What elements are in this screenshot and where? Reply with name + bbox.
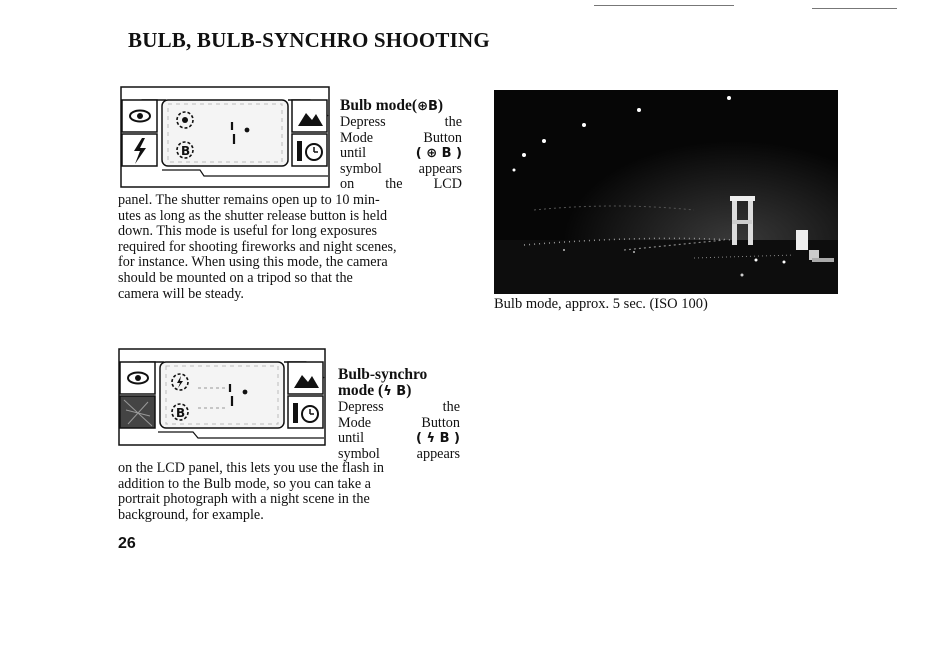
bulb-synchro-line: until ( ϟ B ) bbox=[338, 430, 460, 447]
bulb-line: Depress the bbox=[340, 114, 462, 130]
night-scene-photo bbox=[494, 90, 838, 294]
bulb-synchro-line: Mode Button bbox=[338, 414, 460, 431]
lcd-panel-bulb-illustration bbox=[120, 86, 332, 190]
bulb-body-line: for instance. When using this mode, the camera bbox=[118, 254, 388, 271]
bulb-line: on the LCD bbox=[340, 176, 462, 193]
bulb-synchro-heading-line2 bbox=[338, 383, 460, 400]
night-scene-image bbox=[494, 90, 838, 294]
bulb-body-line: should be mounted on a tripod so that the bbox=[118, 269, 353, 286]
bulb-synchro-line: Depress the bbox=[338, 399, 460, 415]
bulb-synchro-heading-line1: Bulb-synchro bbox=[338, 366, 428, 383]
bulb-body-line: required for shooting fireworks and night scenes, bbox=[118, 238, 397, 255]
bulb-body-line: camera will be steady. bbox=[118, 285, 244, 302]
header-rule-right bbox=[812, 8, 897, 9]
page-number: 26 bbox=[118, 535, 136, 552]
lcd-panel-bulb-synchro-illustration bbox=[118, 348, 328, 452]
bulb-body-line: down. This mode is useful for long exposures bbox=[118, 223, 378, 240]
bulb-body-line: utes as long as the shutter release button is held bbox=[118, 207, 388, 224]
bulb-heading-text: Bulb mode( bbox=[340, 97, 418, 114]
bulb-synchro-body-line: portrait photograph with a night scene in the bbox=[118, 491, 370, 508]
photo-caption: Bulb mode, approx. 5 sec. (ISO 100) bbox=[494, 296, 708, 312]
bulb-mode-body bbox=[118, 193, 463, 302]
bulb-symbol-icon: ⊕B bbox=[417, 99, 438, 114]
bulb-synchro-heading-text: mode ( bbox=[338, 382, 384, 399]
bulb-synchro-body-line: on the LCD panel, this lets you use the flash in bbox=[118, 460, 384, 476]
bulb-synchro-intro bbox=[338, 367, 460, 462]
bulb-synchro-body-line: addition to the Bulb mode, so you can take a bbox=[118, 475, 371, 492]
bulb-heading-close: ) bbox=[437, 97, 444, 114]
bulb-line: symbol appears bbox=[340, 160, 462, 177]
bulb-synchro-body-line: background, for example. bbox=[118, 506, 264, 523]
bulb-mode-heading bbox=[340, 98, 462, 115]
header-rule-left bbox=[594, 5, 734, 6]
bulb-synchro-heading-close: ) bbox=[406, 382, 412, 399]
bulb-mode-intro bbox=[340, 98, 462, 193]
bulb-body-line: panel. The shutter remains open up to 10 min- bbox=[118, 192, 380, 208]
svg-text:B: B bbox=[181, 144, 191, 158]
page-title: BULB, BULB-SYNCHRO SHOOTING bbox=[128, 28, 490, 52]
bulb-line: Mode Button bbox=[340, 129, 462, 146]
flash-bulb-symbol-icon: ϟ B bbox=[383, 384, 407, 399]
bulb-synchro-line: symbol appears bbox=[338, 445, 460, 462]
bulb-synchro-body bbox=[118, 461, 463, 523]
svg-text:B: B bbox=[176, 406, 186, 420]
bulb-line: until ( ⊕ B ) bbox=[340, 145, 462, 162]
